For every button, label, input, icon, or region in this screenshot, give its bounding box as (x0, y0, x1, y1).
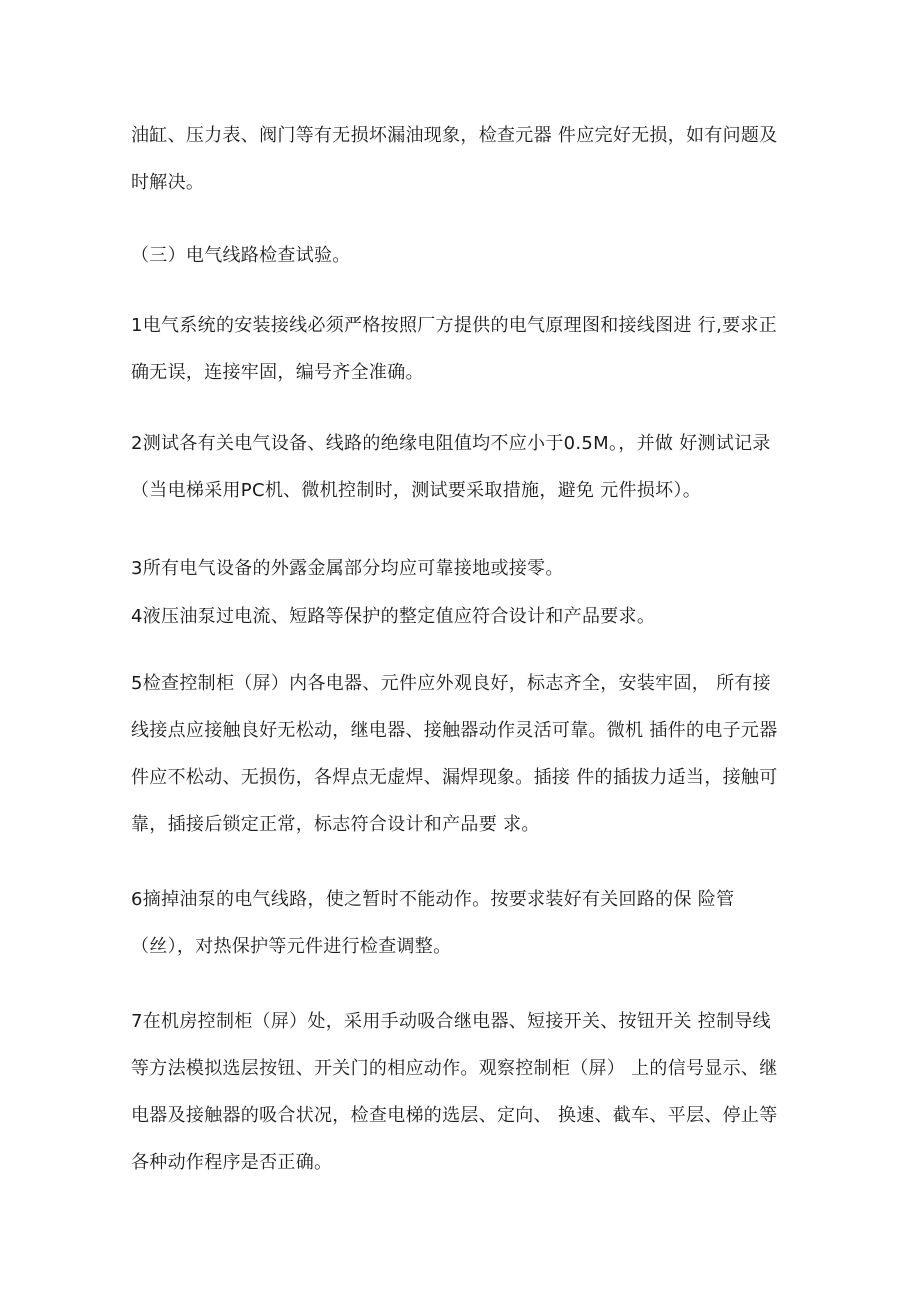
section-heading (131, 232, 811, 279)
text-line: （丝），对热保护等元件进行检查调整。 (131, 936, 452, 957)
text-line: 线接点应接触良好无松动，继电器、接触器动作灵活可靠。微机 插件的电子元器 (131, 720, 778, 741)
text-line: 6摘掉油泵的电气线路，使之暂时不能动作。按要求装好有关回路的保 险管 (131, 889, 735, 910)
text-line: 油缸、压力表、阀门等有无损坏漏油现象，检查元器 件应完好无损，如有问题及 (131, 125, 778, 146)
text-line: 1电气系统的安装接线必须严格按照厂方提供的电气原理图和接线图进 行,要求正 (131, 315, 777, 336)
text-line: 3所有电气设备的外露金属部分均应可靠接地或接零。 (131, 558, 564, 579)
paragraph-item-3 (131, 545, 811, 592)
text-line: 各种动作程序是否正确。 (131, 1152, 333, 1173)
text-line: 时解决。 (131, 172, 205, 193)
text-line: 7在机房控制柜（屏）处，采用手动吸合继电器、短接开关、按钮开关 控制导线 (131, 1011, 771, 1032)
text-line: 4液压油泵过电流、短路等保护的整定值应符合设计和产品要求。 (131, 606, 656, 627)
text-line: 件应不松动、无损伤，各焊点无虚焊、漏焊现象。插接 件的插拔力适当，接触可 (131, 767, 778, 788)
text-line: 等方法模拟选层按钮、开关门的相应动作。观察控制柜（屏） 上的信号显示、继 (131, 1058, 778, 1079)
paragraph-item-5 (131, 660, 811, 848)
text-line: 确无误，连接牢固，编号齐全准确。 (131, 362, 424, 383)
text-line: 5检查控制柜（屏）内各电器、元件应外观良好，标志齐全，安装牢固， 所有接 (131, 673, 771, 694)
text-line: 电器及接触器的吸合状况，检查电梯的选层、定向、 换速、截车、平层、停止等 (131, 1105, 778, 1126)
text-line: （当电梯采用PC机、微机控制时，测试要采取措施，避免 元件损坏）。 (131, 480, 702, 501)
paragraph-item-6 (131, 876, 811, 970)
text-line: （三）电气线路检查试验。 (131, 245, 351, 266)
paragraph-item-4 (131, 593, 811, 640)
paragraph-hydraulic-inspection (131, 112, 811, 206)
text-line: 2测试各有关电气设备、线路的绝缘电阻值均不应小于0.5M。，并做 好测试记录 (131, 433, 771, 454)
paragraph-item-2 (131, 420, 811, 514)
paragraph-item-7 (131, 998, 811, 1186)
paragraph-item-1 (131, 302, 811, 396)
text-line: 靠，插接后锁定正常，标志符合设计和产品要 求。 (131, 814, 540, 835)
